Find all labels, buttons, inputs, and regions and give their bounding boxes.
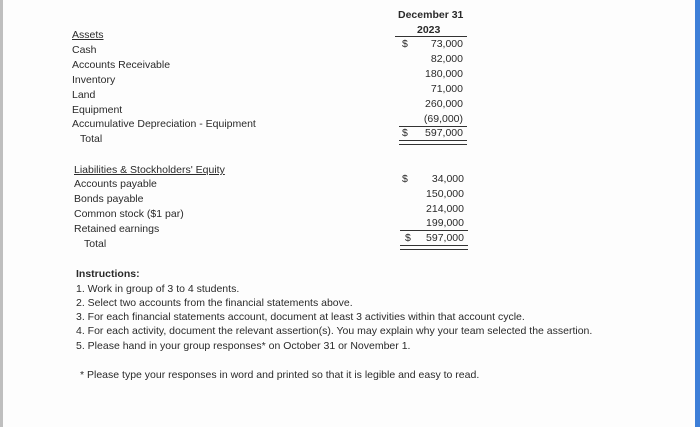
asset-label: Accounts Receivable xyxy=(72,59,171,71)
instruction-item: 3. For each financial statements account, document at least 3 activities within that account cycle. xyxy=(76,311,525,323)
column-header-year: 2023 xyxy=(417,24,441,36)
assets-total-value: 597,000 xyxy=(425,127,463,139)
currency-sign: $ xyxy=(405,232,411,244)
asset-value: 82,000 xyxy=(430,53,463,65)
asset-label: Land xyxy=(72,89,96,101)
liability-value: 199,000 xyxy=(426,217,464,229)
liability-label: Bonds payable xyxy=(74,193,144,205)
liabilities-total-value: 597,000 xyxy=(426,232,464,244)
liability-value: 34,000 xyxy=(431,173,464,185)
instructions-footnote: * Please type your responses in word and printed so that it is legible and easy to read. xyxy=(80,369,480,381)
asset-value: 71,000 xyxy=(430,83,463,95)
instructions-heading: Instructions: xyxy=(76,268,140,280)
assets-total-double-underline xyxy=(399,140,467,145)
liability-label: Retained earnings xyxy=(74,223,160,235)
assets-heading: Assets xyxy=(72,29,104,41)
asset-value: 180,000 xyxy=(425,68,463,80)
currency-sign: $ xyxy=(402,127,408,139)
liabilities-total-double-underline xyxy=(400,245,468,250)
asset-value: (69,000) xyxy=(423,113,463,125)
asset-label: Cash xyxy=(72,44,97,56)
currency-sign: $ xyxy=(402,173,408,185)
liability-value: 150,000 xyxy=(426,188,464,200)
right-edge xyxy=(695,0,700,427)
liability-label: Common stock ($1 par) xyxy=(74,208,184,220)
instruction-item: 5. Please hand in your group responses* on October 31 or November 1. xyxy=(76,340,411,352)
instruction-item: 2. Select two accounts from the financial statements above. xyxy=(76,297,353,309)
asset-label: Accumulative Depreciation - Equipment xyxy=(72,118,256,130)
liability-label: Accounts payable xyxy=(74,178,157,190)
assets-total-label: Total xyxy=(80,133,103,145)
column-header-period: December 31 xyxy=(398,9,464,21)
currency-sign: $ xyxy=(402,38,408,50)
asset-label: Equipment xyxy=(72,104,123,116)
instruction-item: 1. Work in group of 3 to 4 students. xyxy=(76,283,240,295)
instruction-item: 4. For each activity, document the relevant assertion(s). You may explain why your team selected the assertion. xyxy=(76,325,593,337)
asset-value: 260,000 xyxy=(425,98,463,110)
asset-label: Inventory xyxy=(72,74,116,86)
liabilities-total-label: Total xyxy=(84,238,107,250)
liability-value: 214,000 xyxy=(426,203,464,215)
asset-value: 73,000 xyxy=(430,38,463,50)
liabilities-heading: Liabilities & Stockholders' Equity xyxy=(74,164,225,176)
